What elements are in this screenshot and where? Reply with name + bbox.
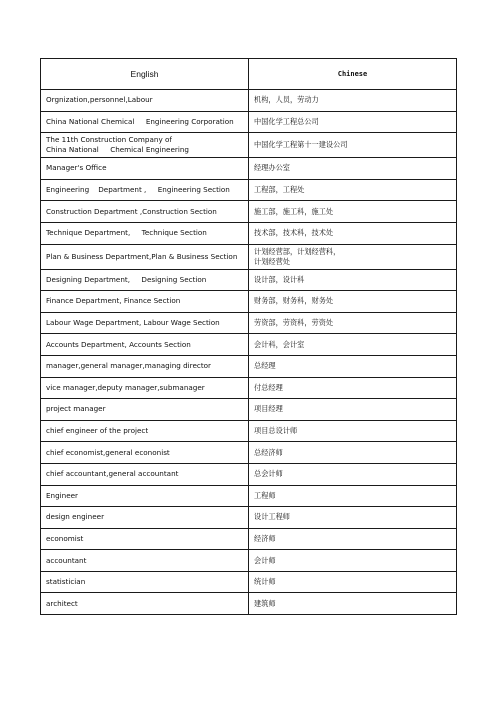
- english-term: The 11th Construction Company of China National Chemical Engineering: [41, 133, 249, 158]
- table-row: [41, 90, 457, 112]
- chinese-term: 总经理: [249, 355, 457, 377]
- chinese-term: 劳资部，劳资科，劳资处: [249, 312, 457, 334]
- chinese-term: 建筑师: [249, 593, 457, 615]
- english-column-header: English: [41, 59, 249, 90]
- english-term: Orgnization,personnel,Labour: [41, 90, 249, 112]
- english-term: economist: [41, 528, 249, 550]
- chinese-term: 统计师: [249, 571, 457, 593]
- chinese-term: 技术部，技术科，技术处: [249, 222, 457, 244]
- chinese-term: 中国化学工程第十一建设公司: [249, 133, 457, 158]
- chinese-term: 工程部，工程处: [249, 179, 457, 201]
- english-term: chief economist,general econonist: [41, 442, 249, 464]
- table-row: [41, 179, 457, 201]
- chinese-term: 设计部，设计科: [249, 269, 457, 291]
- table-row: [41, 111, 457, 133]
- english-term: architect: [41, 593, 249, 615]
- table-row: [41, 201, 457, 223]
- chinese-column-header: Chinese: [249, 59, 457, 90]
- table-row: [41, 528, 457, 550]
- english-term: Manager's Office: [41, 158, 249, 180]
- english-term: Engineering Department , Engineering Section: [41, 179, 249, 201]
- english-term: Accounts Department, Accounts Section: [41, 334, 249, 356]
- table-row: [41, 355, 457, 377]
- english-term: China National Chemical Engineering Corporation: [41, 111, 249, 133]
- english-term: Labour Wage Department, Labour Wage Section: [41, 312, 249, 334]
- table-row: [41, 507, 457, 529]
- chinese-term: 总会计师: [249, 463, 457, 485]
- chinese-term: 工程师: [249, 485, 457, 507]
- chinese-term: 经济师: [249, 528, 457, 550]
- chinese-term: 项目总设计师: [249, 420, 457, 442]
- table-row: [41, 550, 457, 572]
- english-term: Finance Department, Finance Section: [41, 291, 249, 313]
- english-term: accountant: [41, 550, 249, 572]
- table-row: [41, 334, 457, 356]
- english-term: chief accountant,general accountant: [41, 463, 249, 485]
- english-term: project manager: [41, 399, 249, 421]
- chinese-term: 会计科，会计室: [249, 334, 457, 356]
- english-term: statistician: [41, 571, 249, 593]
- chinese-term: 施工部，施工科，施工处: [249, 201, 457, 223]
- table-row: [41, 463, 457, 485]
- table-row: [41, 377, 457, 399]
- table-row: [41, 420, 457, 442]
- table-row: [41, 485, 457, 507]
- english-term: Plan & Business Department,Plan & Business Section: [41, 244, 249, 269]
- english-term: design engineer: [41, 507, 249, 529]
- table-row: [41, 244, 457, 269]
- chinese-term: 中国化学工程总公司: [249, 111, 457, 133]
- table-row: [41, 312, 457, 334]
- table-row: [41, 158, 457, 180]
- chinese-term: 计划经营部，计划经营科， 计划经营处: [249, 244, 457, 269]
- english-term: Designing Department, Designing Section: [41, 269, 249, 291]
- english-term: manager,general manager,managing director: [41, 355, 249, 377]
- chinese-term: 设计工程师: [249, 507, 457, 529]
- table-row: [41, 593, 457, 615]
- english-term: Construction Department ,Construction Section: [41, 201, 249, 223]
- english-term: Technique Department, Technique Section: [41, 222, 249, 244]
- chinese-term: 会计师: [249, 550, 457, 572]
- table-row: [41, 222, 457, 244]
- chinese-term: 财务部，财务科，财务处: [249, 291, 457, 313]
- table-row: [41, 571, 457, 593]
- table-row: [41, 442, 457, 464]
- english-term: chief engineer of the project: [41, 420, 249, 442]
- glossary-body: [41, 90, 457, 615]
- english-term: vice manager,deputy manager,submanager: [41, 377, 249, 399]
- table-row: [41, 291, 457, 313]
- table-row: [41, 133, 457, 158]
- english-term: Engineer: [41, 485, 249, 507]
- chinese-term: 项目经理: [249, 399, 457, 421]
- table-header-row: [41, 59, 457, 90]
- table-row: [41, 399, 457, 421]
- chinese-term: 付总经理: [249, 377, 457, 399]
- chinese-term: 经理办公室: [249, 158, 457, 180]
- glossary-table: [40, 58, 457, 615]
- table-row: [41, 269, 457, 291]
- chinese-term: 机构，人员，劳动力: [249, 90, 457, 112]
- chinese-term: 总经济师: [249, 442, 457, 464]
